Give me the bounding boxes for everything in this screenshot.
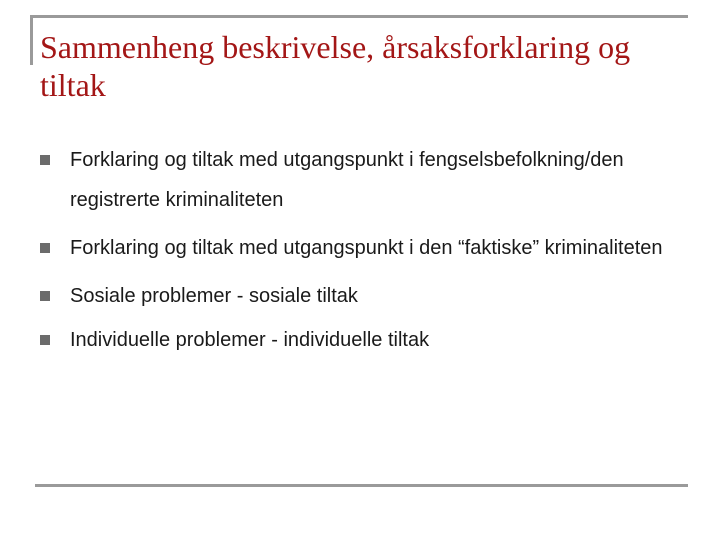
bottom-divider [35, 484, 688, 487]
square-bullet-icon [40, 291, 50, 301]
bullet-list [40, 140, 690, 364]
top-divider [30, 15, 688, 18]
bullet-text: Forklaring og tiltak med utgangspunkt i den “faktiske” kriminaliteten [70, 237, 663, 259]
square-bullet-icon [40, 335, 50, 345]
square-bullet-icon [40, 243, 50, 253]
bullet-text: Sosiale problemer - sosiale tiltak [70, 285, 358, 307]
bullet-item [40, 228, 690, 268]
bullet-text: Forklaring og tiltak med utgangspunkt i fengselsbefolkning/den registrerte kriminaliteten [70, 149, 624, 211]
bullet-item [40, 320, 690, 360]
left-divider [30, 15, 33, 65]
slide-title: Sammenheng beskrivelse, årsaksforklaring og tiltak [40, 29, 631, 103]
square-bullet-icon [40, 155, 50, 165]
bullet-item [40, 140, 690, 220]
bullet-item [40, 276, 690, 316]
bullet-text: Individuelle problemer - individuelle tiltak [70, 329, 430, 351]
